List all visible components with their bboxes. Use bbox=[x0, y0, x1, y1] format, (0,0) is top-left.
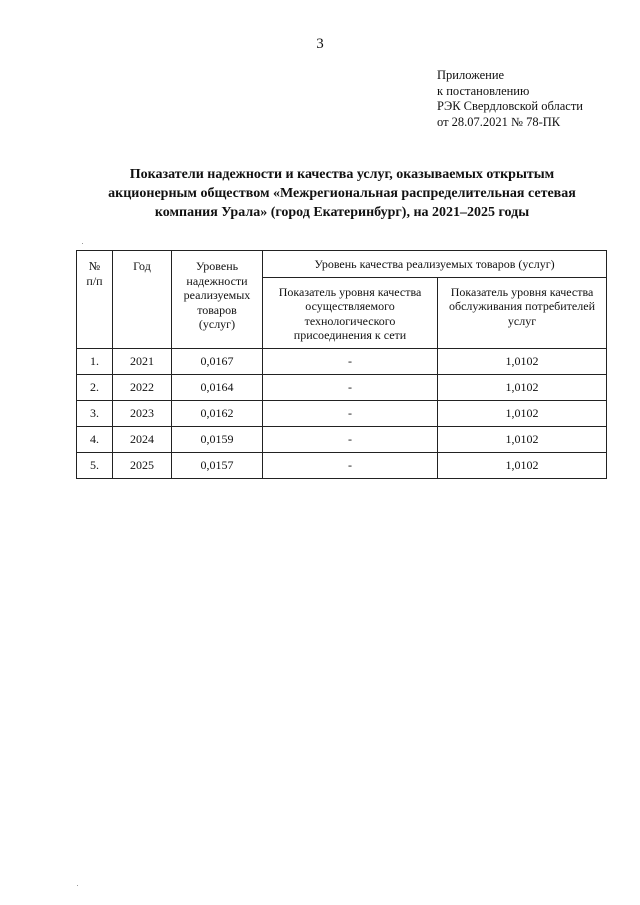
cell-connection-quality: - bbox=[263, 374, 438, 400]
cell-connection-quality: - bbox=[263, 426, 438, 452]
appendix-line: от 28.07.2021 № 78-ПК bbox=[437, 114, 561, 129]
header-connection-quality: Показатель уровня качества осуществляемого технологического присоединения к сети bbox=[263, 277, 438, 348]
cell-year: 2023 bbox=[113, 400, 172, 426]
cell-service-quality: 1,0102 bbox=[438, 452, 607, 478]
cell-number: 4. bbox=[77, 426, 113, 452]
cell-service-quality: 1,0102 bbox=[438, 400, 607, 426]
header-number: № п/п bbox=[77, 251, 113, 349]
table-row bbox=[77, 426, 607, 452]
title-line: акционерным обществом «Межрегиональная распределительная сетевая bbox=[108, 186, 576, 201]
cell-year: 2024 bbox=[113, 426, 172, 452]
page-number: 3 bbox=[316, 36, 324, 52]
document-title bbox=[80, 165, 604, 222]
cell-reliability: 0,0159 bbox=[172, 426, 263, 452]
header-service-quality: Показатель уровня качества обслуживания потребителей услуг bbox=[438, 277, 607, 348]
header-reliability: Уровень надежности реализуемых товаров (услуг) bbox=[172, 251, 263, 349]
cell-service-quality: 1,0102 bbox=[438, 374, 607, 400]
cell-number: 2. bbox=[77, 374, 113, 400]
cell-connection-quality: - bbox=[263, 400, 438, 426]
cell-year: 2025 bbox=[113, 452, 172, 478]
table-row bbox=[77, 452, 607, 478]
table-row bbox=[77, 374, 607, 400]
cell-service-quality: 1,0102 bbox=[438, 348, 607, 374]
header-year: Год bbox=[113, 251, 172, 349]
indicators-table bbox=[76, 250, 607, 479]
scan-speck bbox=[82, 243, 83, 244]
title-line: компания Урала» (город Екатеринбург), на 2021–2025 годы bbox=[154, 205, 530, 220]
cell-service-quality: 1,0102 bbox=[438, 426, 607, 452]
cell-number: 5. bbox=[77, 452, 113, 478]
appendix-line: РЭК Свердловской области bbox=[437, 99, 583, 113]
cell-reliability: 0,0167 bbox=[172, 348, 263, 374]
cell-year: 2022 bbox=[113, 374, 172, 400]
cell-year: 2021 bbox=[113, 348, 172, 374]
cell-reliability: 0,0157 bbox=[172, 452, 263, 478]
cell-number: 3. bbox=[77, 400, 113, 426]
cell-number: 1. bbox=[77, 348, 113, 374]
cell-reliability: 0,0162 bbox=[172, 400, 263, 426]
table-row bbox=[77, 400, 607, 426]
title-line: Показатели надежности и качества услуг, оказываемых открытым bbox=[129, 167, 555, 182]
appendix-block bbox=[437, 68, 583, 130]
cell-reliability: 0,0164 bbox=[172, 374, 263, 400]
cell-connection-quality: - bbox=[263, 348, 438, 374]
cell-connection-quality: - bbox=[263, 452, 438, 478]
appendix-line: Приложение bbox=[437, 68, 505, 82]
appendix-line: к постановлению bbox=[437, 83, 530, 98]
table-row bbox=[77, 348, 607, 374]
header-quality-group: Уровень качества реализуемых товаров (услуг) bbox=[263, 251, 607, 278]
scan-speck bbox=[77, 885, 78, 886]
